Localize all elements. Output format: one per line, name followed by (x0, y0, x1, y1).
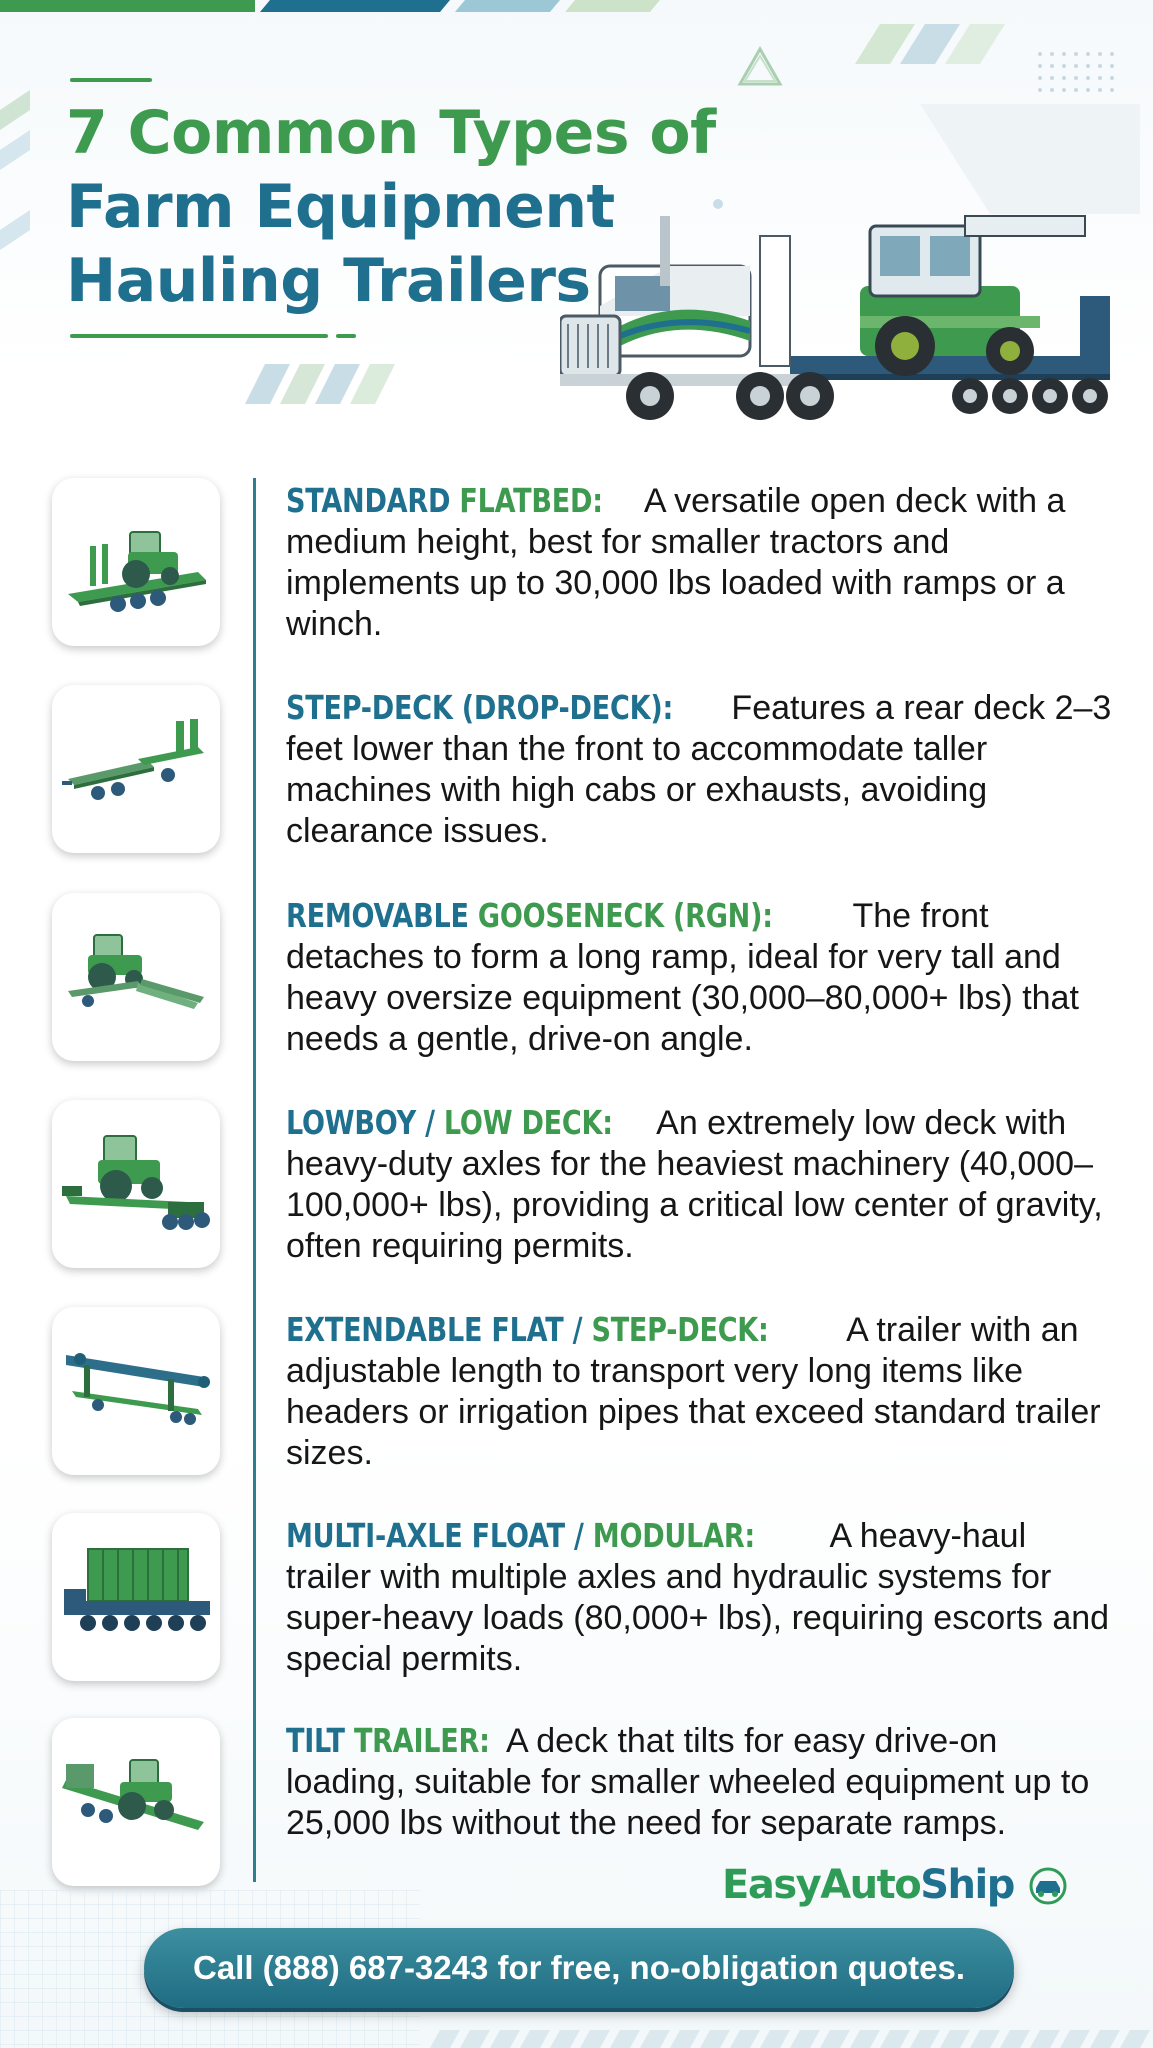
lowboy-trailer-icon (52, 1100, 220, 1268)
multi-axle-trailer-icon (52, 1513, 220, 1681)
list-item-lowboy (0, 1100, 1153, 1290)
title-underline (70, 334, 328, 338)
slash-decoration (240, 360, 410, 410)
item-description: An extremely low deck with heavy-duty axles for the heaviest machinery (40,000–100,000+ lbs), providing a critical low center of gravity, often requiring permits. (286, 1104, 1103, 1265)
item-text (286, 1720, 1116, 1844)
title-line-2: Farm Equipment (66, 172, 615, 242)
item-text (286, 895, 1116, 1060)
flatbed-tractor-icon (52, 478, 220, 646)
step-deck-trailer-icon (52, 685, 220, 853)
item-label: STEP-DECK (DROP-DECK): (286, 688, 674, 727)
item-description: The front detaches to form a long ramp, ideal for very tall and heavy oversize equipment (30,000–80,000+ lbs) that needs a gentle, drive-on angle. (286, 897, 1079, 1058)
list-item-multi-axle (0, 1513, 1153, 1703)
item-text (286, 1102, 1116, 1267)
brand-name: EasyAutoShip (722, 1862, 1014, 1908)
left-stripes-decoration (0, 90, 40, 270)
item-description: A heavy-haul trailer with multiple axles and hydraulic systems for super-heavy loads (80,000+ lbs), requiring escorts and special permits. (286, 1517, 1110, 1678)
cta-phone-text: Call (888) 687-3243 for free, no-obligation quotes. (192, 1949, 965, 1986)
item-text (286, 687, 1116, 852)
item-label: LOWBOY / LOW DECK: (286, 1103, 613, 1142)
item-label: MULTI-AXLE FLOAT / MODULAR: (286, 1516, 756, 1555)
item-description: Features a rear deck 2–3 feet lower than the front to accommodate taller machines with high cabs or exhausts, avoiding clearance issues. (286, 689, 1112, 850)
item-description: A versatile open deck with a medium height, best for smaller tractors and implements up to 30,000 lbs loaded with ramps or a winch. (286, 482, 1066, 643)
item-text (286, 480, 1116, 645)
brand-logo (722, 1862, 1014, 1912)
list-item-extendable (0, 1307, 1153, 1497)
truck-hauling-combine-illustration (560, 196, 1130, 446)
title-line-3: Hauling Trailers (66, 246, 591, 316)
list-item-step-deck (0, 685, 1153, 875)
list-item-removable-gooseneck (0, 893, 1153, 1083)
extendable-trailer-icon (52, 1307, 220, 1475)
item-description: A trailer with an adjustable length to transport very long items like headers or irrigation pipes that exceed standard trailer sizes. (286, 1311, 1101, 1472)
tilt-trailer-icon (52, 1718, 220, 1886)
call-to-action-banner[interactable] (144, 1928, 1014, 2008)
title-accent-line (70, 78, 152, 82)
item-label: TILT TRAILER: (286, 1721, 490, 1760)
title-underline-dash (336, 334, 356, 338)
list-item-standard-flatbed (0, 478, 1153, 668)
item-text (286, 1515, 1116, 1680)
item-label: REMOVABLE GOOSENECK (RGN): (286, 896, 773, 935)
item-description: A deck that tilts for easy drive-on loading, suitable for smaller wheeled equipment up to 25,000 lbs without the need for separate ramps. (286, 1722, 1090, 1842)
item-label: EXTENDABLE FLAT / STEP-DECK: (286, 1310, 769, 1349)
item-text (286, 1309, 1116, 1474)
car-logo-icon (1028, 1866, 1068, 1906)
rgn-trailer-icon (52, 893, 220, 1061)
item-label: STANDARD FLATBED: (286, 481, 603, 520)
title-line-1: 7 Common Types of (66, 98, 716, 168)
